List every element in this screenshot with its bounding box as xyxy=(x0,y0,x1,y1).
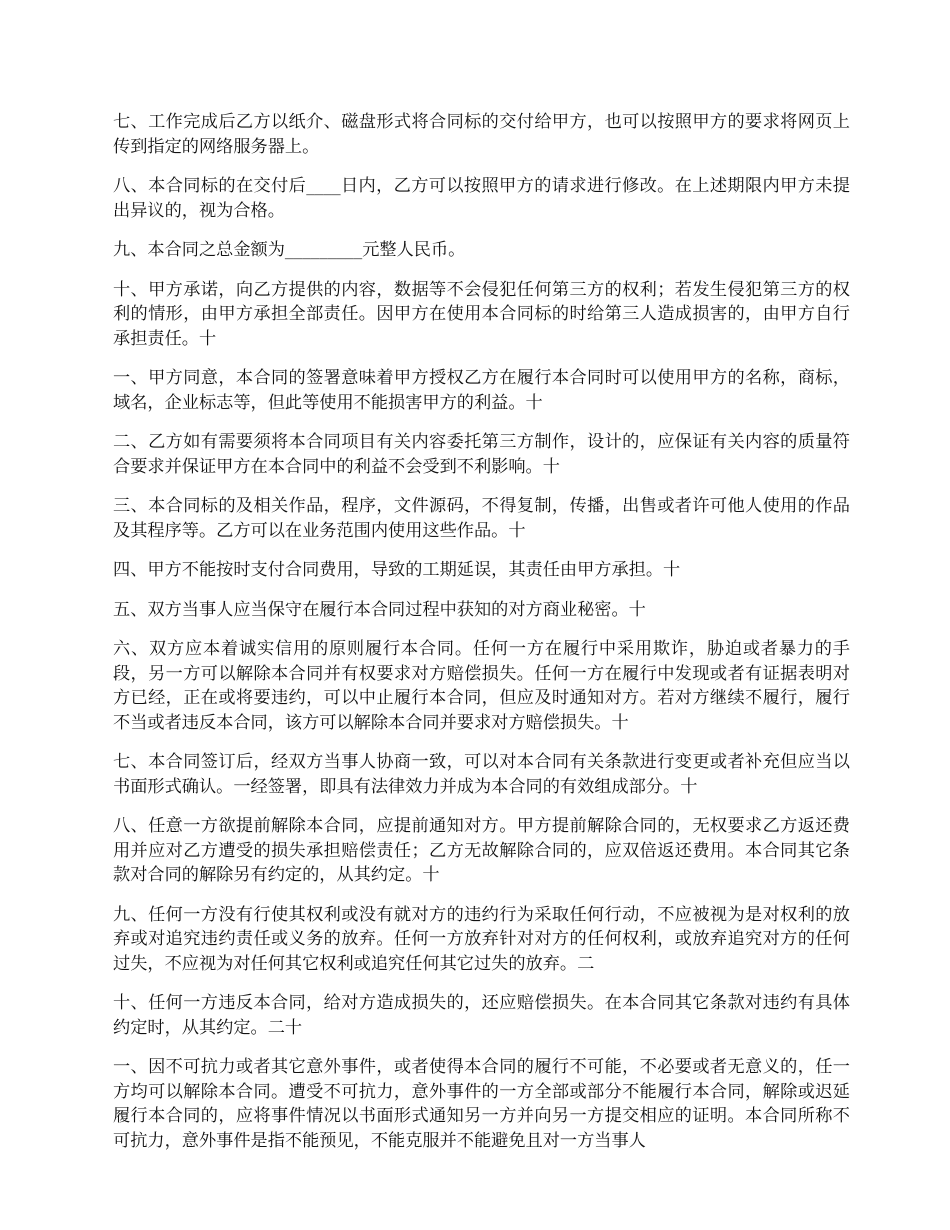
clause-paragraph: 四、甲方不能按时支付合同费用，导致的工期延误，其责任由甲方承担。十 xyxy=(113,560,681,580)
clause-paragraph: 九、本合同之总金额为_________元整人民币。 xyxy=(113,240,466,260)
clause-paragraph: 六、双方应本着诚实信用的原则履行本合同。任何一方在履行中采用欺诈，胁迫或者暴力的手段，另一方可以解除本合同并有权要求对方赔偿损失。任何一方在履行中发现或者有证据表明对方已经，正在或将要违约，可以中止履行本合同，但应及时通知对方。若对方继续不履行，履行不当或者违反本合同，该方可以解除本合同并要求对方赔偿损失。十 xyxy=(113,639,850,733)
clause-paragraph: 七、工作完成后乙方以纸介、磁盘形式将合同标的交付给甲方，也可以按照甲方的要求将网页上传到指定的网络服务器上。 xyxy=(113,112,850,157)
clause-paragraph: 十、甲方承诺，向乙方提供的内容，数据等不会侵犯任何第三方的权利；若发生侵犯第三方的权利的情形，由甲方承担全部责任。因甲方在使用本合同标的时给第三人造成损害的，由甲方自行承担责任。十 xyxy=(113,279,850,349)
clause-paragraph: 十、任何一方违反本合同，给对方造成损失的，还应赔偿损失。在本合同其它条款对违约有具体约定时，从其约定。二十 xyxy=(113,993,850,1038)
clause-paragraph: 五、双方当事人应当保守在履行本合同过程中获知的对方商业秘密。十 xyxy=(113,599,646,620)
clause-paragraph: 一、因不可抗力或者其它意外事件，或者使得本合同的履行不可能，不必要或者无意义的，任一方均可以解除本合同。遭受不可抗力，意外事件的一方全部或部分不能履行本合同，解除或迟延履行本合同的，应将事件情况以书面形式通知另一方并向另一方提交相应的证明。本合同所称不可抗力，意外事件是指不能预见，不能克服并不能避免且对一方当事人 xyxy=(113,1057,850,1151)
clause-paragraph: 一、甲方同意，本合同的签署意味着甲方授权乙方在履行本合同时可以使用甲方的名称，商标，域名，企业标志等，但此等使用不能损害甲方的利益。十 xyxy=(113,368,850,413)
clause-paragraph: 三、本合同标的及相关作品，程序，文件源码，不得复制，传播，出售或者许可他人使用的作品及其程序等。乙方可以在业务范围内使用这些作品。十 xyxy=(113,496,850,541)
clause-paragraph: 九、任何一方没有行使其权利或没有就对方的违约行为采取任何行动，不应被视为是对权利的放弃或对追究违约责任或义务的放弃。任何一方放弃针对对方的任何权利，或放弃追究对方的任何过失，不应视为对任何其它权利或追究任何其它过失的放弃。二 xyxy=(113,904,850,974)
document-body xyxy=(113,110,850,1168)
clause-paragraph: 八、本合同标的在交付后____日内，乙方可以按照甲方的请求进行修改。在上述期限内甲方未提出异议的，视为合格。 xyxy=(113,176,850,221)
clause-paragraph: 二、乙方如有需要须将本合同项目有关内容委托第三方制作，设计的，应保证有关内容的质量符合要求并保证甲方在本合同中的利益不会受到不利影响。十 xyxy=(113,432,850,477)
clause-paragraph: 八、任意一方欲提前解除本合同，应提前通知对方。甲方提前解除合同的，无权要求乙方返还费用并应对乙方遭受的损失承担赔偿责任；乙方无故解除合同的，应双倍返还费用。本合同其它条款对合同的解除另有约定的，从其约定。十 xyxy=(113,816,850,885)
clause-paragraph: 七、本合同签订后，经双方当事人协商一致，可以对本合同有关条款进行变更或者补充但应当以书面形式确认。一经签署，即具有法律效力并成为本合同的有效组成部分。十 xyxy=(113,752,850,797)
